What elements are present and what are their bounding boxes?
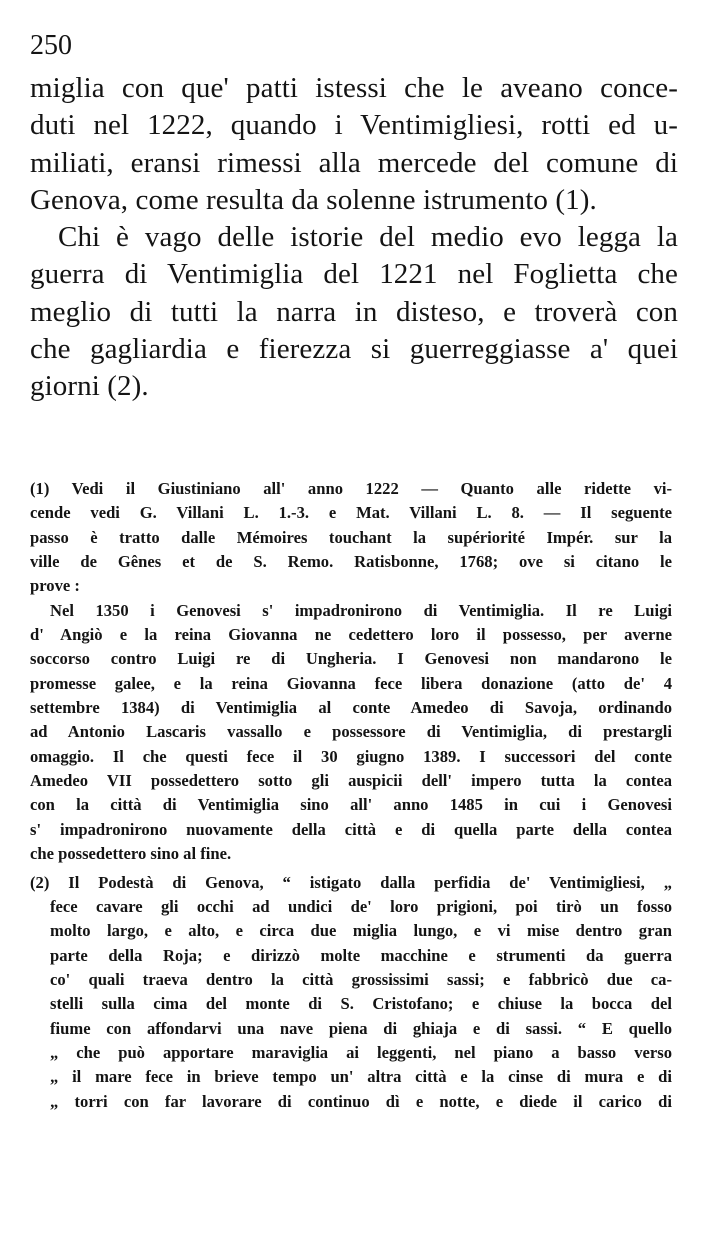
text-line: giorni (2). [30,370,149,403]
footnote-line: passo è tratto dalle Mémoires touchant la supériorité Impér. sur la [30,527,672,547]
text-line: duti nel 1222, quando i Ventimigliesi, rotti ed u- [30,109,678,142]
footnote-line: parte della Roja; e dirizzò molte macchine e strumenti da guerra [50,945,672,965]
text-line: Chi è vago delle istorie del medio evo legga la [58,221,678,254]
footnote-line: d' Angiò e la reina Giovanna ne cedettero loro il possesso, per averne [30,625,672,645]
footnote-line: soccorso contro Luigi re di Ungheria. I Genovesi non mandarono le [30,649,672,669]
footnote-line: „ torri con far lavorare di continuo dì e notte, e diede il carico di [50,1091,672,1111]
footnote-line: ville de Gênes et de S. Remo. Ratisbonne, 1768; ove si citano le [30,552,672,572]
text-line: guerra di Ventimiglia del 1221 nel Foglietta che [30,258,678,291]
footnote-line: omaggio. Il che questi fece il 30 giugno 1389. I successori del conte [30,746,672,766]
footnote-line: Amedeo VII possedettero sotto gli auspicii dell' impero tutta la contea [30,771,672,791]
text-line: miliati, eransi rimessi alla mercede del comune di [30,146,678,179]
text-line: meglio di tutti la narra in disteso, e troverà con [30,295,678,328]
text-line: miglia con que' patti istessi che le aveano conce- [30,72,678,104]
main-text [30,70,678,406]
footnote-line: s' impadronirono nuovamente della città e di quella parte della contea [30,819,672,839]
footnote-line: „ che può apportare maraviglia ai leggenti, nel piano a basso verso [50,1042,672,1062]
footnote-line: fece cavare gli occhi ad undici de' loro prigioni, poi tirò un fosso [50,896,672,916]
page-number: 250 [30,30,72,61]
footnote-line: stelli sulla cima del monte di S. Cristofano; e chiuse la bocca del [50,994,672,1014]
footnote-line: (2) Il Podestà di Genova, “ istigato dalla perfidia de' Ventimigliesi, „ [30,872,672,892]
footnotes [30,477,672,1114]
footnote-line: „ il mare fece in brieve tempo un' altra città e la cinse di mura e di [50,1067,672,1087]
footnote-line: prove : [30,576,80,596]
footnote-line: co' quali traeva dentro la città grossissimi sassi; e fabbricò due ca- [50,969,672,989]
footnote-line: (1) Vedi il Giustiniano all' anno 1222 — Quanto alle ridette vi- [30,479,672,498]
footnote-line: molto largo, e alto, e circa due miglia lungo, e vi mise dentro gran [50,921,672,941]
text-line: che gagliardia e fierezza si guerreggiasse a' quei [30,333,678,366]
footnote-line: settembre 1384) di Ventimiglia al conte Amedeo di Savoja, ordinando [30,698,672,718]
footnote-line: fiume con affondarvi una nave piena di ghiaja e di sassi. “ E quello [50,1018,672,1038]
footnote-line: promesse galee, e la reina Giovanna fece libera donazione (atto de' 4 [30,673,672,693]
footnote-line: cende vedi G. Villani L. 1.-3. e Mat. Villani L. 8. — Il seguente [30,503,672,523]
text-line: Genova, come resulta da solenne istrumento (1). [30,183,597,216]
footnote-line: con la città di Ventimiglia sino all' anno 1485 in cui i Genovesi [30,795,672,815]
footnote-line: Nel 1350 i Genovesi s' impadronirono di Ventimiglia. Il re Luigi [50,600,672,620]
footnote-line: che possedettero sino al fine. [30,844,232,864]
footnote-line: ad Antonio Lascaris vassallo e possessore di Ventimiglia, di prestargli [30,722,672,742]
